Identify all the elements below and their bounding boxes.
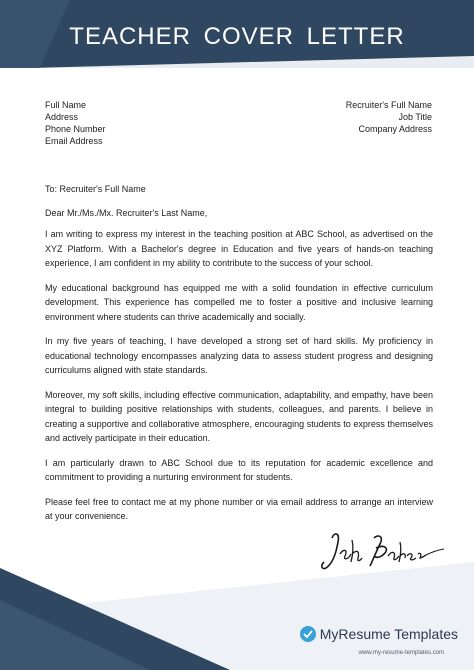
sender-full-name: Full Name (45, 100, 87, 110)
letter-paragraph: I am writing to express my interest in the teaching position at ABC School, as advertised on the XYZ Platform. With a Bachelor's degree in Education and five years of hands-on teaching experience, I am confident in my ability to contribute to the success of your school. (45, 229, 433, 268)
brand-logo-name: Resume Templates (338, 626, 458, 642)
recipient-contact-block (346, 99, 432, 135)
letter-greeting: Dear Mr./Ms./Mx. Recruiter's Last Name, (45, 208, 208, 218)
recipient-job-title: Job Title (398, 112, 432, 122)
page-title: TEACHER COVER LETTER (69, 23, 405, 50)
letter-paragraph: Please feel free to contact me at my phone number or via email address to arrange an interview at your convenience. (45, 496, 433, 521)
sender-email: Email Address (45, 136, 103, 146)
brand-logo-prefix: My (319, 626, 339, 642)
resume-logo-icon (299, 625, 317, 643)
letter-paragraph: I am particularly drawn to ABC School due to its reputation for academic excellence and commitment to providing a nurturing environment for students. (45, 457, 433, 482)
recipient-company-address: Company Address (358, 124, 432, 134)
letter-paragraph: In my five years of teaching, I have developed a strong set of hard skills. My proficiency in educational technology encompasses analyzing data to assess student progress and designing curriculums aligned with state standards. (45, 336, 433, 375)
brand-url: www.my-resume-templates.com (358, 650, 444, 656)
sender-address: Address (45, 112, 79, 122)
brand-logo (299, 624, 458, 644)
letter-paragraph: My educational background has equipped me with a solid foundation in effective curriculum development. This experience has compelled me to foster a positive and inclusive learning environment where students can thrive academically and socially. (45, 282, 433, 322)
header-banner (0, 0, 474, 68)
letter-to-line: To: Recruiter's Full Name (45, 184, 146, 194)
recipient-full-name: Recruiter's Full Name (345, 100, 432, 110)
letter-paragraph: Moreover, my soft skills, including effective communication, adaptability, and empathy, have been integral to building positive relationships with students, colleagues, and parents. I believe in creating a supportive and collaborative atmosphere, encouraging students to express themselves and actively participate in their education. (45, 389, 433, 443)
letter-body (45, 227, 433, 534)
sender-phone: Phone Number (45, 124, 106, 134)
sender-contact-block (45, 99, 106, 147)
